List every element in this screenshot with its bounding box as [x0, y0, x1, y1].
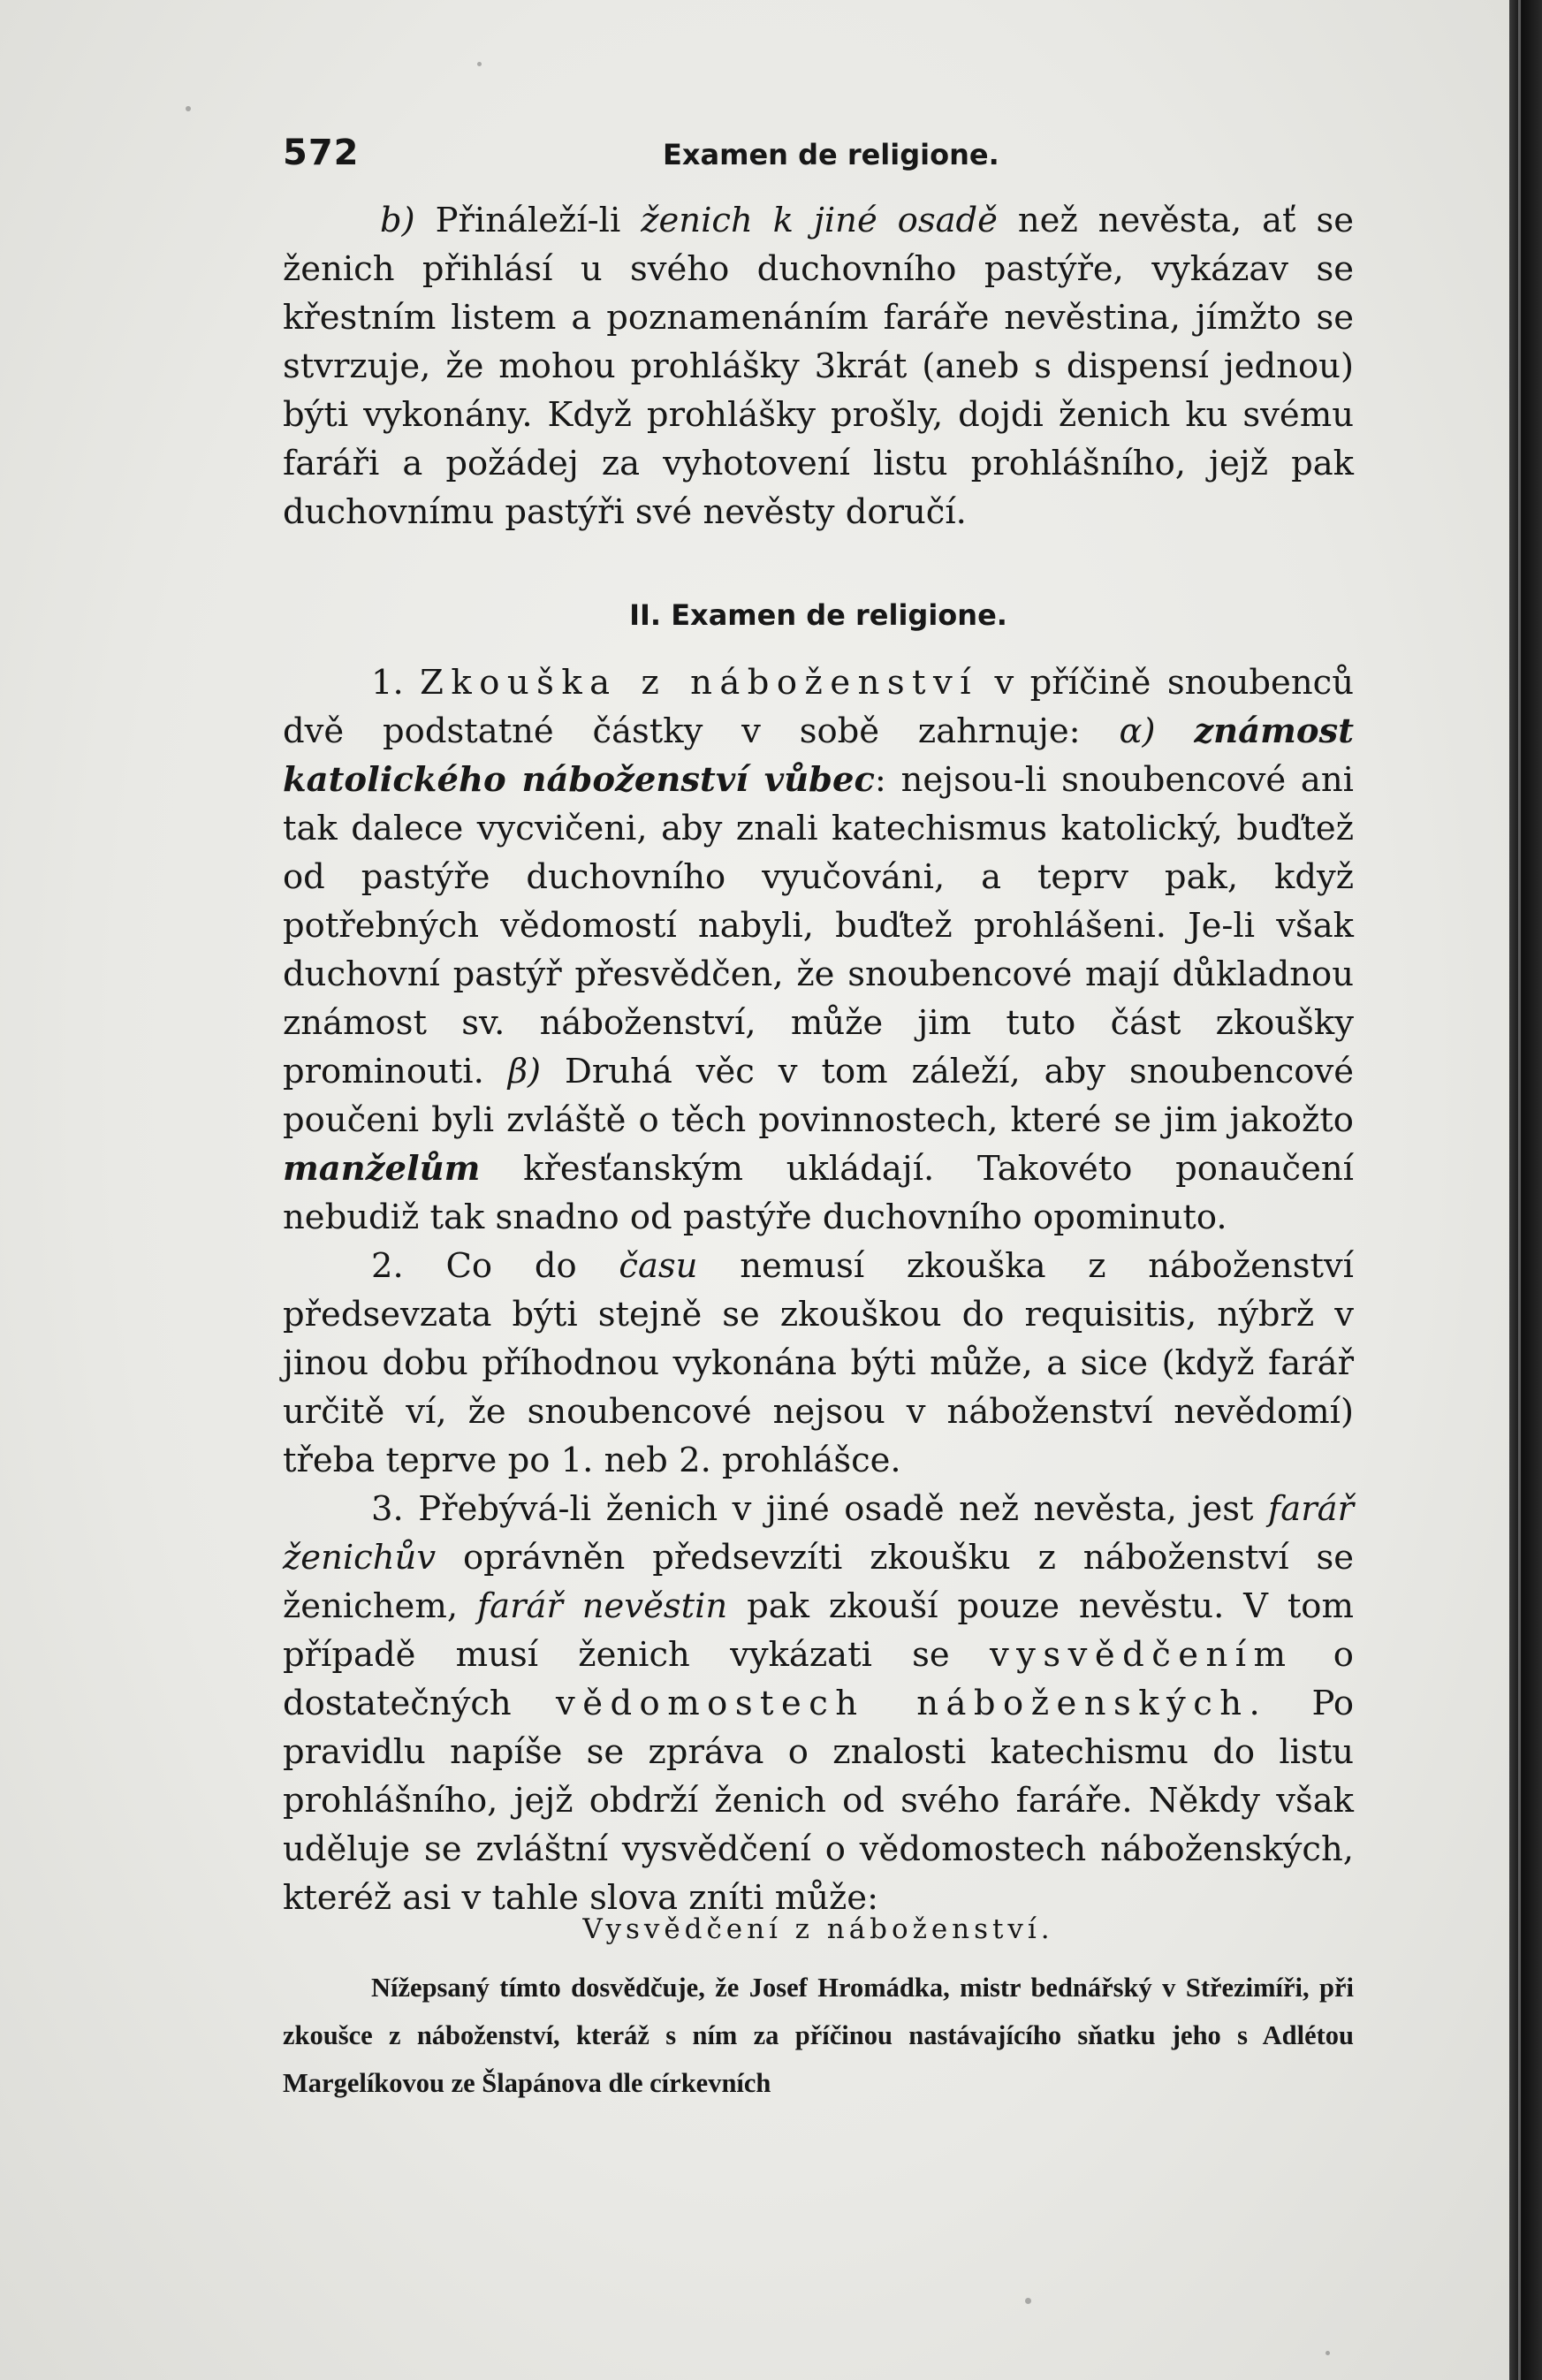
para1-part1: v příčině snoubenců dvě podstatné částky v sobě zahrnuje: — [283, 663, 1354, 751]
page-number: 572 — [283, 133, 360, 173]
para1-spaced: Zkouška z náboženství — [420, 663, 979, 703]
para1-emphasis-2: manželům — [283, 1149, 481, 1189]
para1-part4: křesťanským ukládají. Takovéto ponaučení nebudiž tak snadno od pastýře duchovního opominuto. — [283, 1149, 1354, 1237]
para1-alpha: α) — [1119, 711, 1156, 751]
para3-part3: pak zkouší pouze nevěstu. V tom případě musí ženich vykázati se — [283, 1586, 1354, 1675]
para1-part3: Druhá věc v tom záleží, aby snoubencové poučeni byli zvláště o těch povinnostech, které se jim jakožto — [283, 1052, 1354, 1140]
speck — [186, 106, 191, 111]
section-b-label: b) — [380, 201, 415, 240]
para3-number: 3. — [371, 1489, 404, 1529]
para2-part1: Co do — [445, 1246, 577, 1286]
para3-spaced-2: vědomostech náboženských. — [555, 1684, 1268, 1723]
para3-part5: Po pravidlu napíše se zpráva o znalosti katechismu do listu prohlášního, jejž obdrží ženich od svého faráře. Někdy však uděluje se zvláštní vysvědčení o vědomostech náboženských, kteréž asi v tahle slova zníti může: — [283, 1684, 1354, 1918]
book-edge — [1509, 0, 1542, 2380]
speck — [1025, 2298, 1031, 2304]
section-b-intro: Přináleží-li — [435, 201, 621, 240]
speck — [1326, 2351, 1330, 2355]
para3-part4: o dostatečných — [283, 1635, 1354, 1723]
main-paragraphs — [283, 658, 1354, 1922]
page-edge-line — [1518, 0, 1521, 2380]
para3-spaced-1: vysvědčením — [989, 1635, 1294, 1675]
para3-part1: Přebývá-li ženich v jiné osadě než nevěsta, jest — [418, 1489, 1254, 1529]
section-heading: II. Examen de religione. — [629, 598, 1007, 632]
para2-emphasis: času — [619, 1246, 698, 1286]
page-header — [283, 133, 1352, 186]
para1-number: 1. — [371, 663, 404, 703]
paragraph-1 — [283, 658, 1354, 1242]
para3-emphasis-1: farář ženichův — [283, 1489, 1354, 1578]
certificate-text — [283, 1964, 1354, 2107]
para1-part2: : nejsou-li snoubencové ani tak dalece vycvičeni, aby znali katechismus katolický, buďtež od pastýře duchovního vyučováni, a teprv pak, když potřebných vědomostí nabyli, buďtež prohlášeni. Je-li však duchovní pastýř přesvědčen, že snoubencové mají důkladnou známost sv. náboženství, může jim tuto část zkoušky prominouti. — [283, 760, 1354, 1091]
certificate-title: Vysvědčení z náboženství. — [582, 1913, 1054, 1945]
para1-emphasis-1: známost katolického náboženství vůbec — [283, 711, 1354, 800]
para2-number: 2. — [371, 1246, 404, 1286]
certificate-paragraph: Nížepsaný tímto dosvědčuje, že Josef Hromádka, mistr bednářský v Střezimíři, při zkoušce z náboženství, kteráž s ním za příčinou nastávajícího sňatku jeho s Adlétou Margelíkovou ze Šlapánova dle církevních — [283, 1973, 1354, 2098]
running-title: Examen de religione. — [663, 138, 999, 171]
section-b-emphasis: ženich k jiné osadě — [641, 201, 998, 240]
section-b-text: než nevěsta, ať se ženich přihlásí u svého duchovního pastýře, vykázav se křestním listem a poznamenáním faráře nevěstina, jímžto se stvrzuje, že mohou prohlášky 3krát (aneb s dispensí jednou) býti vykonány. Když prohlášky prošly, dojdi ženich ku svému faráři a požádej za vyhotovení listu prohlášního, jejž pak duchovnímu pastýři své nevěsty doručí. — [283, 201, 1354, 532]
paragraph-3 — [283, 1485, 1354, 1922]
para2-part2: nemusí zkouška z náboženství předsevzata býti stejně se zkouškou do requisitis, nýbrž v jinou dobu příhodnou vykonána býti může, a sice (když farář určitě ví, že snoubencové nejsou v náboženství nevědomí) třeba teprve po 1. neb 2. prohlášce. — [283, 1246, 1354, 1480]
para3-part2: oprávněn předsevzíti zkoušku z náboženství se ženichem, — [283, 1538, 1354, 1626]
para1-beta: β) — [507, 1052, 542, 1091]
paragraph-2 — [283, 1242, 1354, 1485]
para3-emphasis-2: farář nevěstin — [476, 1586, 728, 1626]
section-b-paragraph — [283, 196, 1354, 536]
speck — [477, 62, 482, 66]
